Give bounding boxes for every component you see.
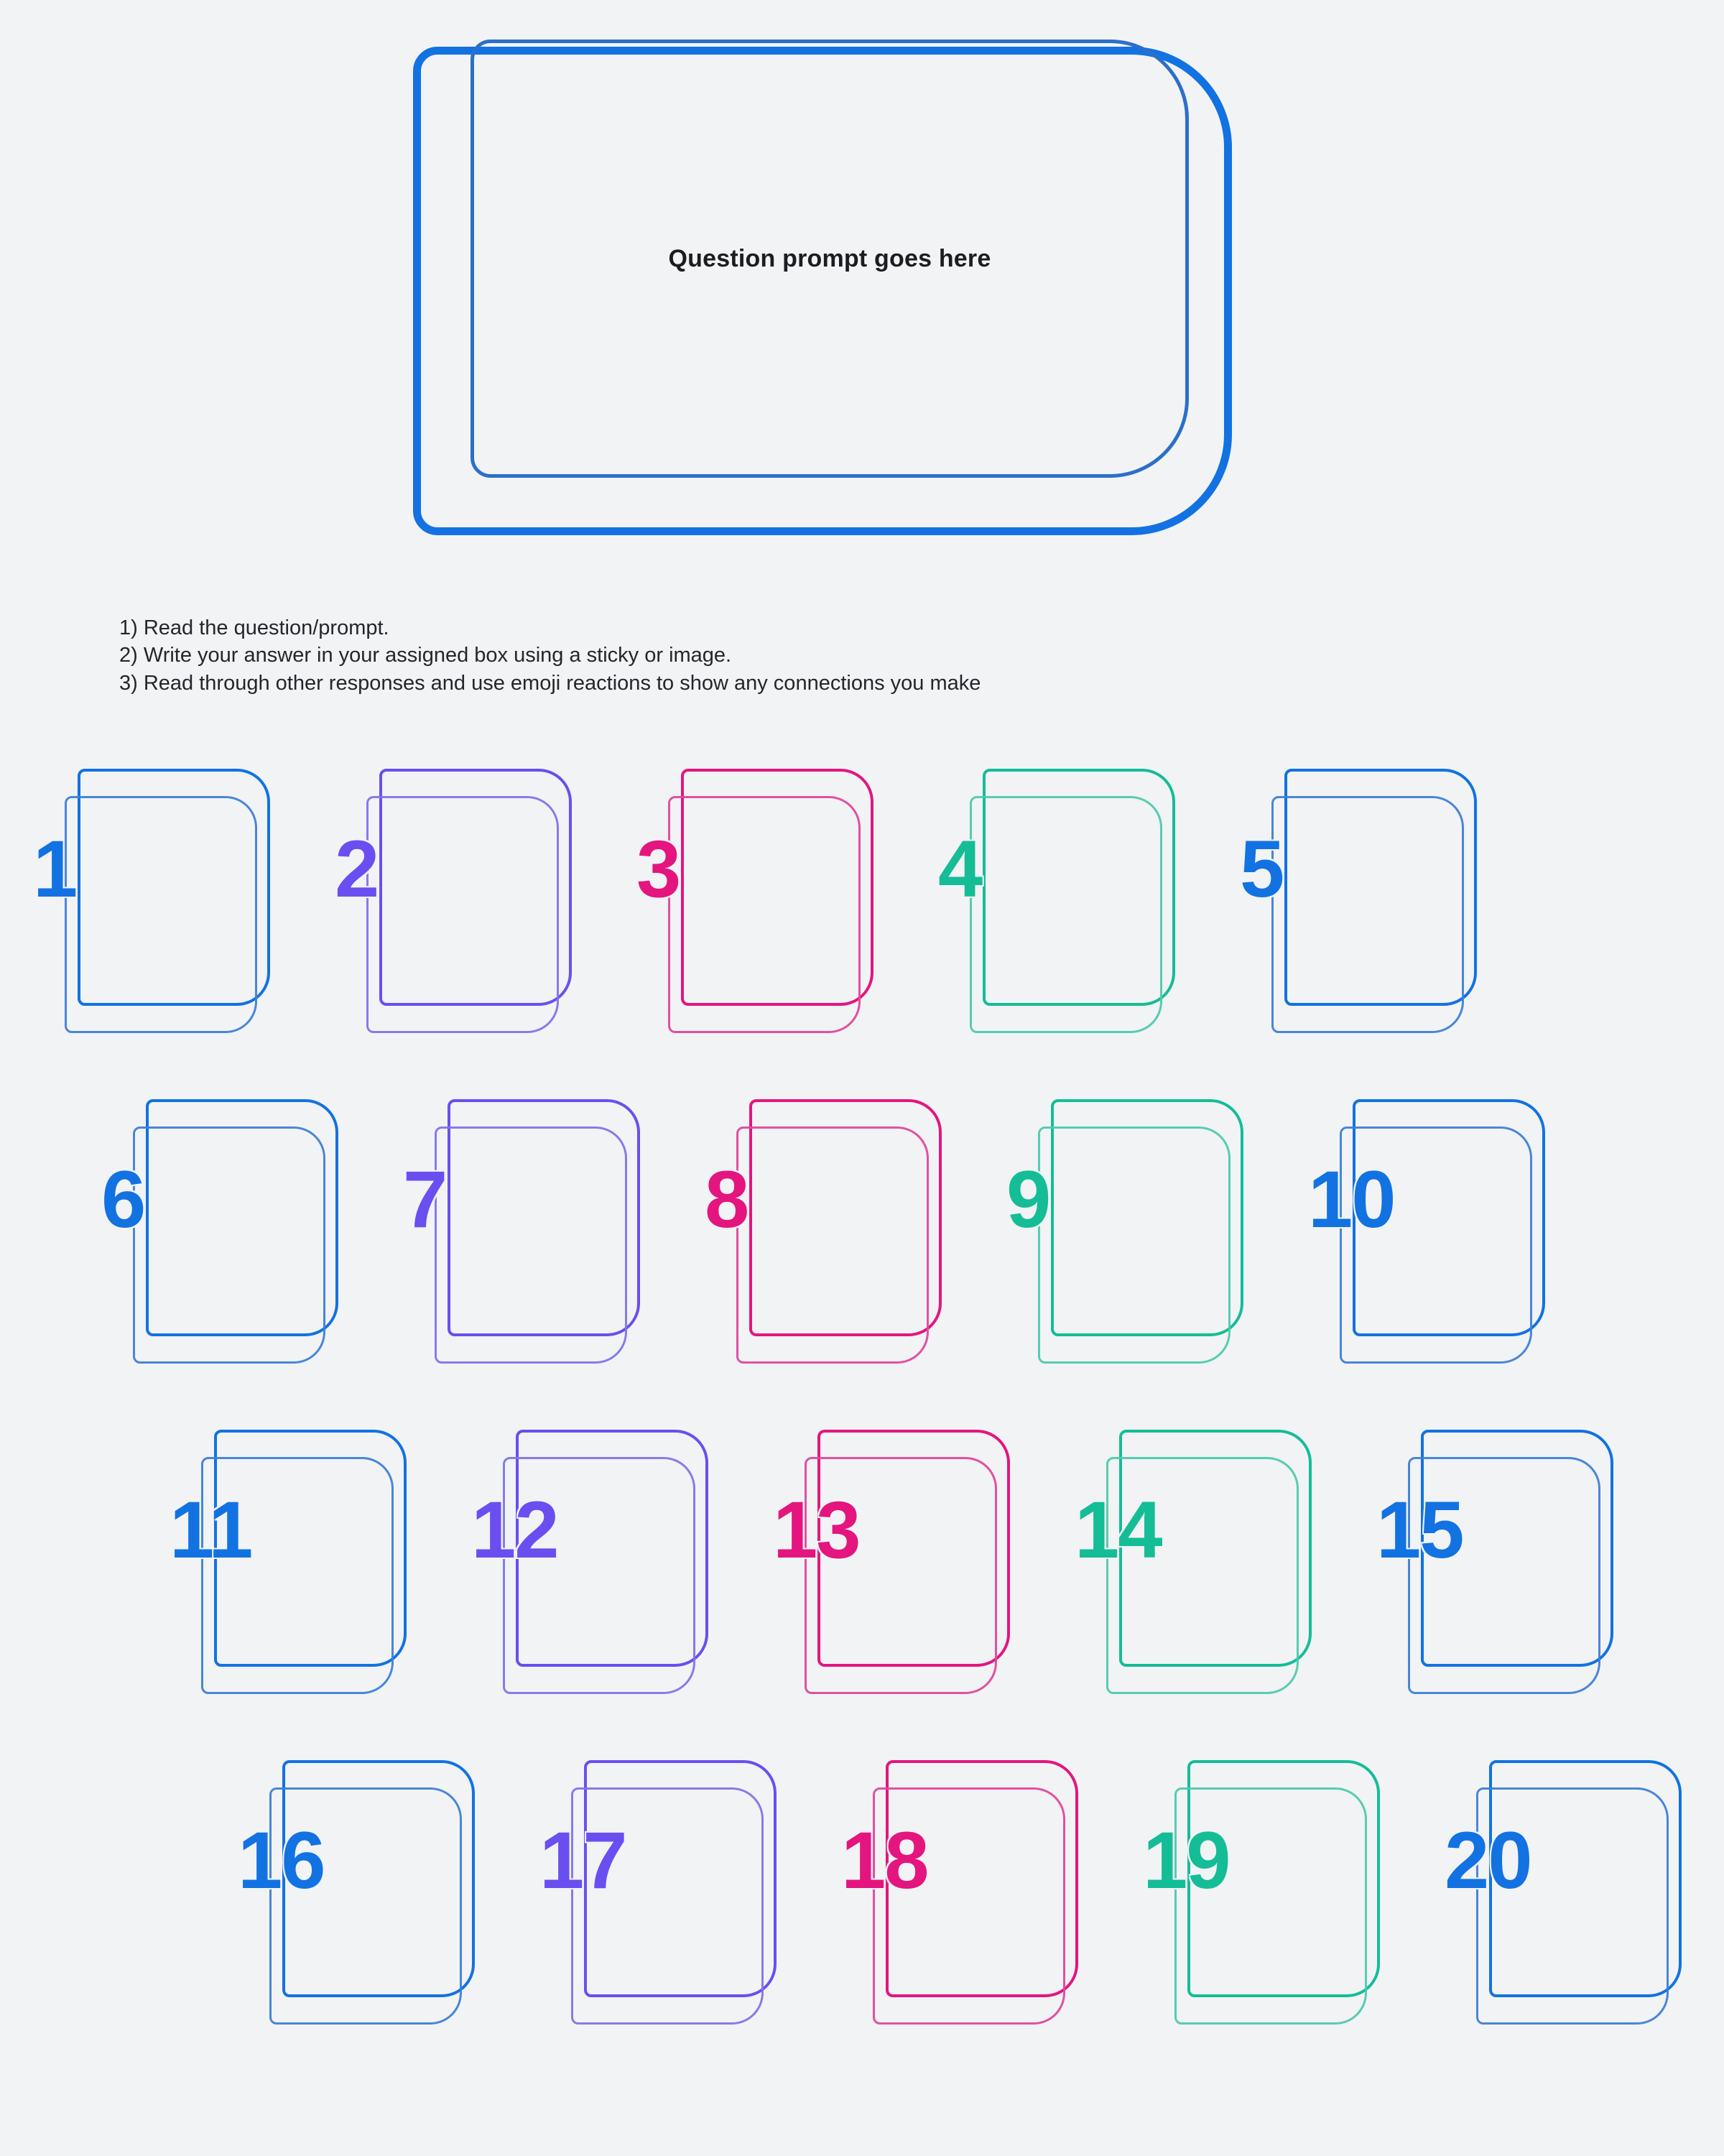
answer-box-number: 13 bbox=[773, 1485, 860, 1575]
answer-box-number: 15 bbox=[1376, 1485, 1463, 1575]
answer-box-number: 18 bbox=[841, 1815, 928, 1905]
answer-box-number: 1 bbox=[33, 824, 77, 914]
answer-box-14[interactable] bbox=[1075, 1430, 1336, 1717]
instructions-block bbox=[119, 614, 1484, 697]
instruction-line-1: 1) Read the question/prompt. bbox=[119, 616, 389, 639]
answer-box-inner-frame bbox=[133, 1126, 325, 1364]
answer-box-1[interactable] bbox=[33, 769, 295, 1056]
instruction-line-2: 2) Write your answer in your assigned box using a sticky or image. bbox=[119, 644, 732, 667]
answer-box-number: 2 bbox=[335, 824, 379, 914]
answer-box-13[interactable] bbox=[773, 1430, 1034, 1717]
answer-box-number: 4 bbox=[938, 824, 982, 914]
answer-box-grid bbox=[0, 769, 1724, 2091]
answer-box-number: 6 bbox=[101, 1155, 145, 1244]
answer-box-number: 8 bbox=[705, 1155, 749, 1244]
answer-box-number: 10 bbox=[1308, 1155, 1395, 1244]
answer-box-number: 20 bbox=[1445, 1815, 1531, 1905]
answer-box-row bbox=[0, 769, 1724, 1099]
answer-box-number: 11 bbox=[170, 1485, 252, 1575]
answer-box-11[interactable] bbox=[170, 1430, 431, 1717]
answer-box-19[interactable] bbox=[1143, 1760, 1404, 2048]
answer-box-number: 9 bbox=[1006, 1155, 1050, 1244]
answer-box-20[interactable] bbox=[1445, 1760, 1706, 2048]
prompt-card bbox=[402, 40, 1250, 535]
answer-box-number: 12 bbox=[471, 1485, 558, 1575]
answer-box-number: 3 bbox=[636, 824, 680, 914]
answer-box-8[interactable] bbox=[705, 1099, 966, 1387]
answer-box-6[interactable] bbox=[101, 1099, 363, 1387]
answer-box-15[interactable] bbox=[1376, 1430, 1638, 1717]
instruction-line-3: 3) Read through other responses and use emoji reactions to show any connections you make bbox=[119, 671, 981, 695]
answer-box-number: 7 bbox=[403, 1155, 447, 1244]
answer-box-inner-frame bbox=[435, 1126, 627, 1364]
answer-box-2[interactable] bbox=[335, 769, 596, 1056]
answer-box-17[interactable] bbox=[539, 1760, 801, 2048]
answer-box-12[interactable] bbox=[471, 1430, 733, 1717]
prompt-text: Question prompt goes here bbox=[668, 244, 991, 272]
answer-box-3[interactable] bbox=[636, 769, 898, 1056]
answer-box-inner-frame bbox=[970, 796, 1162, 1033]
answer-box-inner-frame bbox=[366, 796, 559, 1033]
answer-box-inner-frame bbox=[1038, 1126, 1231, 1364]
answer-box-9[interactable] bbox=[1006, 1099, 1268, 1387]
answer-box-inner-frame bbox=[65, 796, 257, 1033]
answer-box-number: 17 bbox=[539, 1815, 626, 1905]
answer-box-inner-frame bbox=[668, 796, 861, 1033]
answer-box-row bbox=[0, 1760, 1724, 2091]
answer-box-7[interactable] bbox=[403, 1099, 664, 1387]
answer-box-18[interactable] bbox=[841, 1760, 1103, 2048]
answer-box-16[interactable] bbox=[238, 1760, 499, 2048]
answer-box-inner-frame bbox=[736, 1126, 929, 1364]
answer-box-10[interactable] bbox=[1308, 1099, 1570, 1387]
answer-box-5[interactable] bbox=[1240, 769, 1501, 1056]
answer-box-number: 5 bbox=[1240, 824, 1284, 914]
answer-box-number: 14 bbox=[1075, 1485, 1162, 1575]
answer-box-inner-frame bbox=[1271, 796, 1464, 1033]
answer-box-row bbox=[0, 1099, 1724, 1430]
answer-box-row bbox=[0, 1430, 1724, 1760]
answer-box-number: 19 bbox=[1143, 1815, 1230, 1905]
answer-box-number: 16 bbox=[238, 1815, 325, 1905]
answer-box-4[interactable] bbox=[938, 769, 1200, 1056]
